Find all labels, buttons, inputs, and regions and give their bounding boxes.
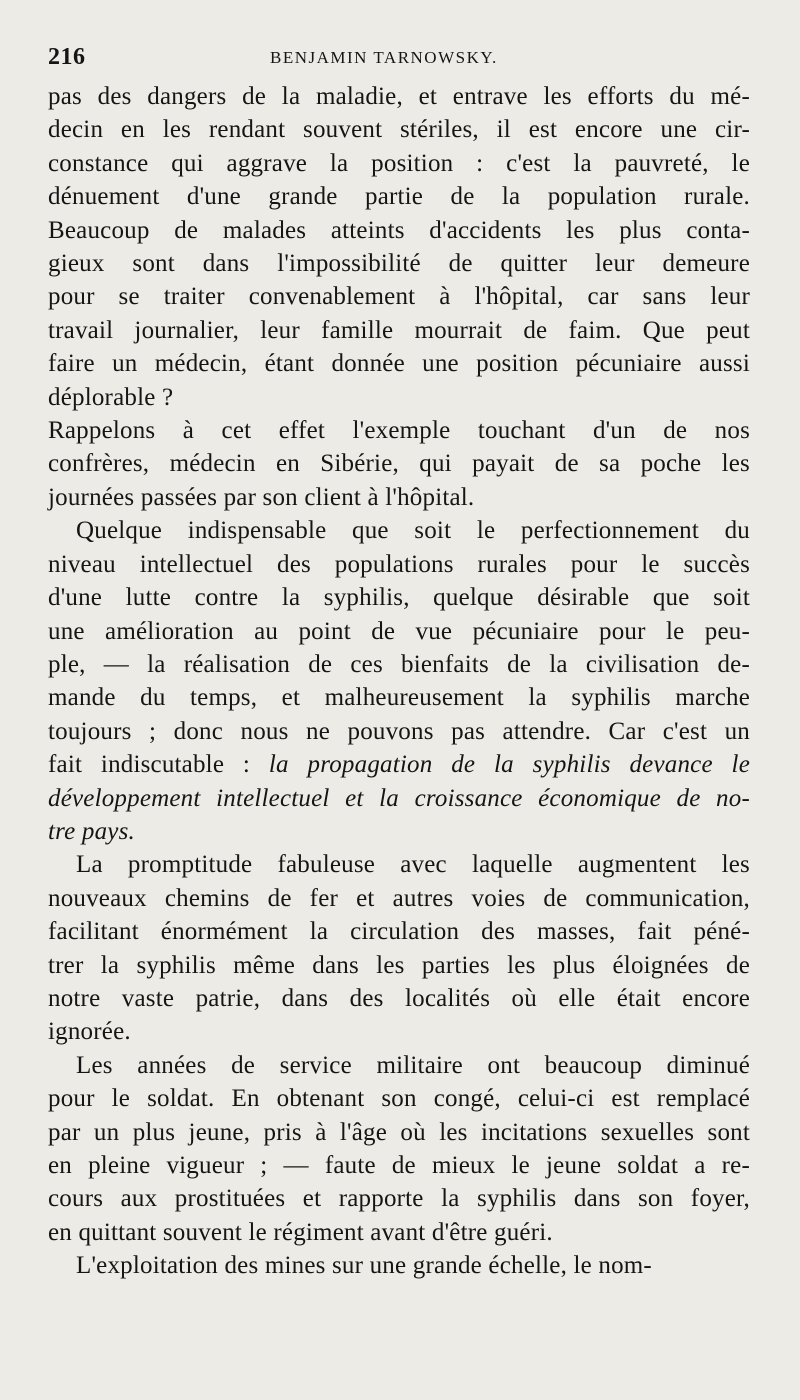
- text-line: gieux sont dans l'impossibilité de quitter leur demeure: [48, 250, 750, 278]
- text-line: pour se traiter convenablement à l'hôpital, car sans leur: [48, 283, 750, 311]
- text-line: confrères, médecin en Sibérie, qui payait de sa poche les: [48, 450, 750, 478]
- text-line: en pleine vigueur ; — faute de mieux le jeune soldat a re-: [48, 1152, 750, 1179]
- text-line: faire un médecin, étant donnée une position pécuniaire aussi: [48, 350, 750, 378]
- text-line: dénuement d'une grande partie de la population rurale.: [48, 183, 750, 211]
- text-line: pour le soldat. En obtenant son congé, celui-ci est remplacé: [48, 1085, 750, 1113]
- text-line: pas des dangers de la maladie, et entrave les efforts du mé-: [48, 83, 750, 110]
- text-line: La promptitude fabuleuse avec laquelle augmentent les: [76, 851, 750, 879]
- text-line: L'exploitation des mines sur une grande échelle, le nom-: [76, 1252, 652, 1280]
- text-line: Quelque indispensable que soit le perfectionnement du: [76, 517, 750, 545]
- paragraph: [48, 1049, 750, 1249]
- text-line: Beaucoup de malades atteints d'accidents les plus conta-: [48, 216, 750, 244]
- paragraph: [48, 514, 750, 848]
- body-text: [48, 80, 750, 1283]
- text-line: mande du temps, et malheureusement la syphilis marche: [48, 684, 750, 712]
- emphasis-text: développement intellectuel et la croissance économique de no-: [48, 784, 750, 812]
- text-line: [48, 815, 750, 848]
- text-line: [48, 748, 750, 781]
- emphasis-text: la propagation de la syphilis devance le: [268, 751, 750, 779]
- text-segment: fait indiscutable :: [48, 751, 269, 779]
- text-line: notre vaste patrie, dans des localités où elle était encore: [48, 984, 750, 1012]
- text-line: ignorée.: [48, 1018, 131, 1046]
- text-line: ple, — la réalisation de ces bienfaits de la civilisation de-: [48, 650, 750, 678]
- text-line: decin en les rendant souvent stériles, il est encore une cir-: [48, 116, 750, 144]
- page-number: 216: [48, 44, 86, 70]
- text-line: Les années de service militaire ont beaucoup diminué: [76, 1051, 750, 1079]
- text-line: facilitant énormément la circulation des masses, fait péné-: [48, 918, 750, 946]
- text-line: constance qui aggrave la position : c'est la pauvreté, le: [48, 149, 750, 177]
- paragraph: [48, 414, 750, 514]
- running-head: [48, 44, 748, 74]
- text-line: journées passées par son client à l'hôpital.: [48, 483, 475, 511]
- text-line: d'une lutte contre la syphilis, quelque désirable que soit: [48, 584, 750, 612]
- text-line: en quittant souvent le régiment avant d'être guéri.: [48, 1218, 553, 1246]
- text-line: nouveaux chemins de fer et autres voies de communication,: [48, 884, 750, 912]
- emphasis-text: tre pays.: [48, 817, 135, 845]
- text-line: cours aux prostituées et rapporte la syphilis dans son foyer,: [48, 1185, 750, 1213]
- text-line: toujours ; donc nous ne pouvons pas attendre. Car c'est un: [48, 717, 750, 745]
- text-line: une amélioration au point de vue pécuniaire pour le peu-: [48, 617, 750, 645]
- text-line: trer la syphilis même dans les parties les plus éloignées de: [48, 951, 750, 979]
- paragraph: [48, 80, 750, 414]
- paragraph: [48, 848, 750, 1048]
- text-line: par un plus jeune, pris à l'âge où les incitations sexuelles sont: [48, 1118, 750, 1146]
- text-line: niveau intellectuel des populations rurales pour le succès: [48, 550, 750, 578]
- text-line: Rappelons à cet effet l'exemple touchant d'un de nos: [48, 417, 750, 445]
- running-title: BENJAMIN TARNOWSKY.: [270, 48, 498, 67]
- text-line: déplorable ?: [48, 383, 174, 411]
- paragraph: [48, 1249, 750, 1282]
- text-line: travail journalier, leur famille mourrait de faim. Que peut: [48, 316, 750, 344]
- text-line: [48, 782, 750, 815]
